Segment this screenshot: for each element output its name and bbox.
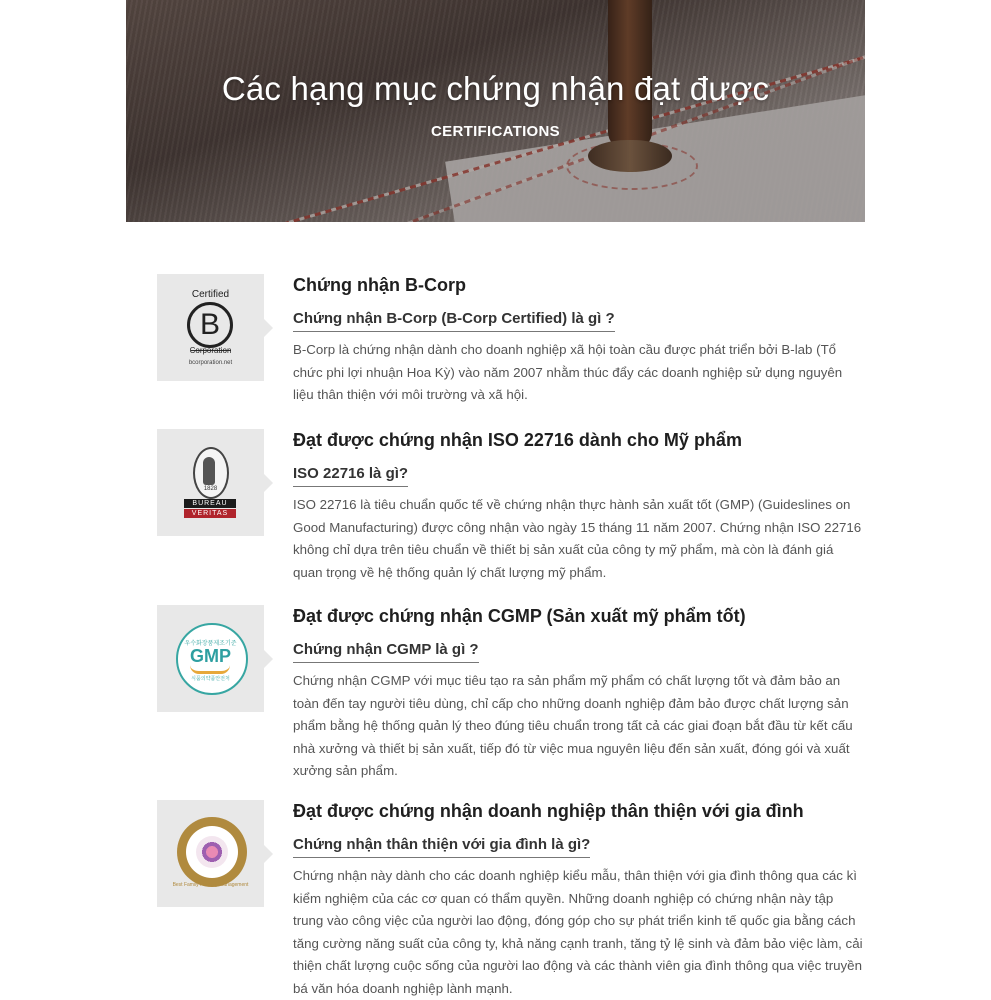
cert-question: Chứng nhận B-Corp (B-Corp Certified) là gì ? [293, 310, 615, 332]
gmp-logo [157, 605, 264, 712]
cert-question: ISO 22716 là gì? [293, 465, 408, 487]
bureau-veritas-figure-icon [203, 457, 215, 485]
cert-body [293, 605, 863, 783]
b-corp-letter: B [199, 308, 220, 341]
cert-description: ISO 22716 là tiêu chuẩn quốc tế về chứng nhận thực hành sản xuất tốt (GMP) (Guideslines on Good Manufacturing) được công nhận vào ngày 15 tháng 11 năm 2007. Chứng nhận ISO 22716 không chỉ dựa trên tiêu chuẩn về thiết bị sản xuất của công ty mỹ phẩm, mà còn là đánh giá quan trọng về hệ thống quản lý chất lượng mỹ phẩm. [293, 497, 862, 580]
gmp-top-text: 우수화장품제조기준 [184, 641, 237, 647]
cert-description: Chứng nhận CGMP với mục tiêu tạo ra sản phẩm mỹ phẩm có chất lượng tốt và đảm bảo an toàn đến tay người tiêu dùng, chỉ cấp cho những doanh nghiệp đảm bảo được chất lượng sản phẩm bằng hệ thống quản lý theo đúng tiêu chuẩn trong tất cả các giai đoạn bắt đầu từ kết cấu nhà xưởng và thiết bị sản xuất, tiếp đó từ việc mua nguyên liệu đến sản xuất, đóng gói và xuất xưởng sản phẩm. [293, 673, 853, 778]
hero-banner [126, 0, 865, 222]
b-corp-logo-url: bcorporation.net [188, 360, 233, 366]
cert-body [293, 429, 863, 584]
cert-body [293, 274, 863, 407]
cert-description: B-Corp là chứng nhận dành cho doanh nghiệp xã hội toàn cầu được phát triển bởi B-lab (Tổ chức phi lợi nhuận Hoa Kỳ) vào năm 2007 nhằm thúc đẩy các doanh nghiệp sử dụng nguyên liệu thân thiện với môi trường và xã hội. [293, 342, 843, 402]
cert-title: Đạt được chứng nhận doanh nghiệp thân thiện với gia đình [293, 801, 804, 821]
hero-overlay [126, 0, 865, 222]
cert-title: Đạt được chứng nhận CGMP (Sản xuất mỹ phẩm tốt) [293, 606, 746, 626]
cert-question: Chứng nhận thân thiện với gia đình là gì? [293, 836, 590, 858]
bureau-veritas-year: 1828 [203, 486, 218, 492]
b-corp-logo-corporation-text: Corporation [189, 346, 232, 355]
gmp-bottom-text: 식품의약품안전처 [191, 676, 230, 682]
bureau-veritas-line2: VERITAS [184, 509, 236, 518]
cert-description: Chứng nhận này dành cho các doanh nghiệp kiểu mẫu, thân thiện với gia đình thông qua các kì kiểm nghiệm của các cơ quan có thẩm quyền. Những doanh nghiệp có chứng nhận này tập trung vào công việc của người lao động, đóng góp cho sự phát triển kinh tế quốc gia bằng cách tăng cường năng suất của công ty, khả năng cạnh tranh, tăng tỷ lệ sinh và đảm bảo việc làm, cải thiện chất lượng cuộc sống của người lao động và các thành viên gia đình thông qua việc truyền bá văn hóa doanh nghiệp lành mạnh. [293, 868, 863, 996]
cert-title: Đạt được chứng nhận ISO 22716 dành cho Mỹ phẩm [293, 430, 742, 450]
gmp-smile-arc-icon [190, 665, 230, 674]
cert-question: Chứng nhận CGMP là gì ? [293, 641, 479, 663]
cert-body [293, 800, 863, 1000]
cert-title: Chứng nhận B-Corp [293, 275, 467, 295]
hero-title: Các hạng mục chứng nhận đạt được [221, 70, 770, 107]
family-friendly-arc-text: Best Family Friendly Management [172, 882, 249, 888]
gmp-text: GMP [189, 646, 231, 666]
family-friendly-logo [157, 800, 264, 907]
bureau-veritas-line1: BUREAU [184, 499, 236, 508]
family-flower-icon [196, 836, 228, 868]
bureau-veritas-logo [157, 429, 264, 536]
hero-subtitle: CERTIFICATIONS [431, 123, 560, 140]
b-corp-logo [157, 274, 264, 381]
b-corp-logo-certified-text: Certified [191, 289, 230, 300]
